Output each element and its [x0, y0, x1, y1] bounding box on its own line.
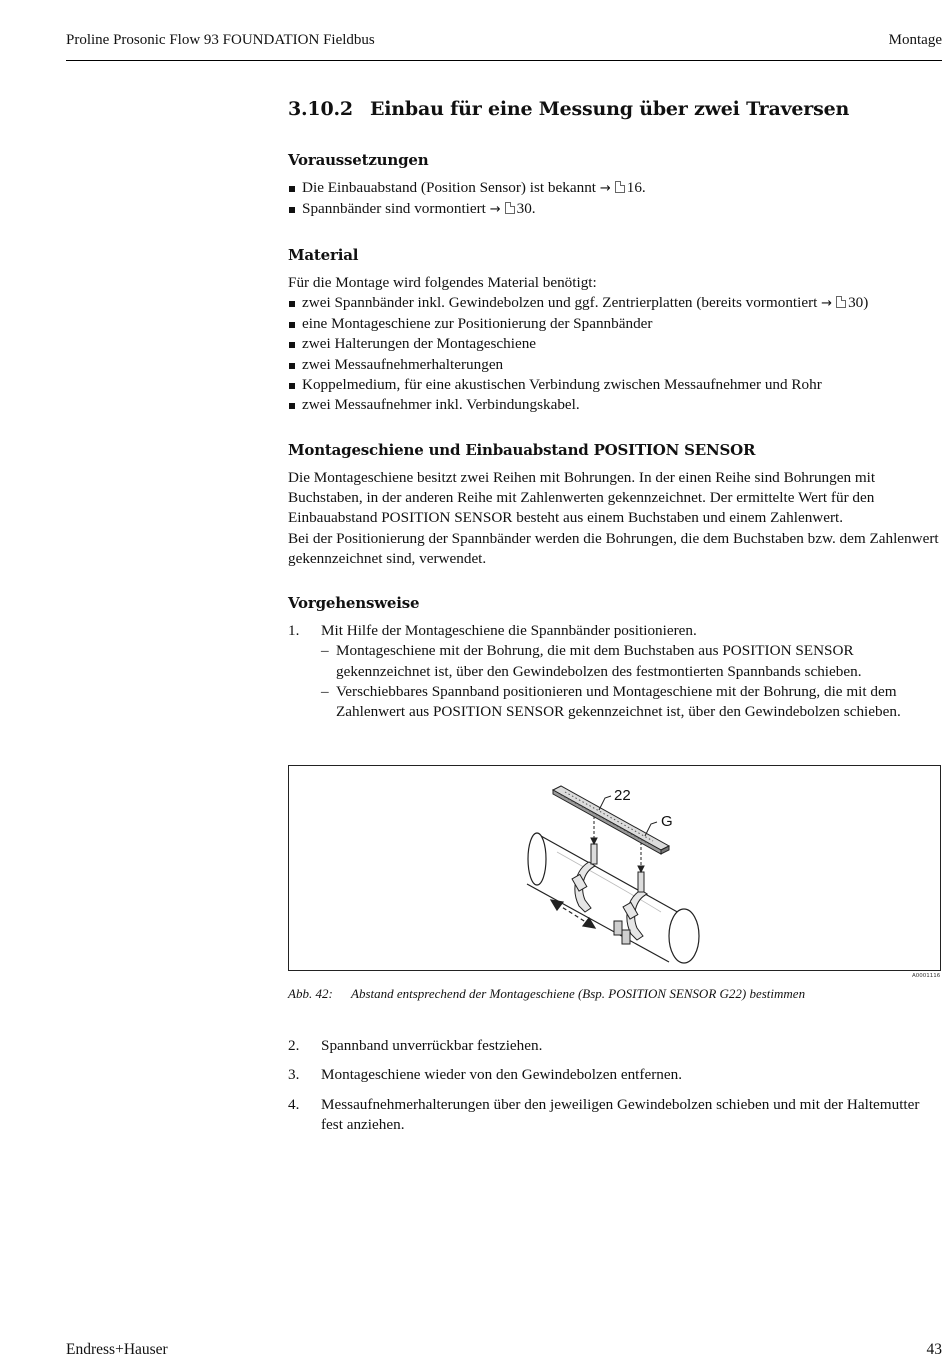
list-item — [288, 293, 944, 314]
figure-caption — [288, 986, 805, 1002]
prerequisites-heading: Voraussetzungen — [288, 151, 429, 169]
procedure-section — [288, 593, 944, 722]
step-number: 4. — [288, 1095, 300, 1113]
step-number: 1. — [288, 622, 300, 640]
section-number: 3.10.2 — [288, 98, 353, 120]
section-title: Einbau für eine Messung über zwei Traversen — [370, 98, 850, 120]
page-ref-icon — [505, 202, 515, 214]
caption-number: Abb. 42: — [288, 986, 333, 1001]
pipe-drawing — [527, 833, 699, 963]
page-reference[interactable]: 16 — [626, 179, 642, 196]
procedure-steps — [288, 621, 944, 722]
list-item-text: Die Einbauabstand (Position Sensor) ist bekannt — [302, 179, 597, 196]
step-list — [288, 1036, 944, 1135]
list-item: zwei Messaufnehmerhalterungen — [288, 355, 944, 375]
page-reference[interactable]: 30 — [848, 293, 864, 311]
material-heading: Material — [288, 245, 359, 264]
page-number: 43 — [926, 1341, 942, 1358]
sub-step: – Montageschiene mit der Bohrung, die mit dem Buchstaben aus POSITION SENSOR gekennzeichnet ist, über den Gewindebolzen des festmontierten Spannbands schieben. — [321, 641, 944, 682]
header-rule — [66, 60, 942, 61]
procedure-heading: Vorgehensweise — [288, 594, 420, 613]
rail-paragraph-2: Bei der Positionierung der Spannbänder werden die Bohrungen, die dem Buchstaben bzw. dem Zahlenwert gekennzeichnet sind, verwendet. — [288, 529, 939, 567]
list-item — [288, 199, 944, 220]
callout-label-22: 22 — [614, 787, 631, 804]
list-item: zwei Messaufnehmer inkl. Verbindungskabel. — [288, 395, 944, 415]
step-item — [288, 1065, 944, 1085]
page-ref-icon — [836, 296, 846, 308]
running-header-title: Proline Prosonic Flow 93 FOUNDATION Fieldbus — [66, 32, 375, 48]
step-number: 3. — [288, 1066, 300, 1084]
list-item: zwei Halterungen der Montageschiene — [288, 334, 944, 354]
step-text: Spannband unverrückbar festziehen. — [321, 1037, 543, 1054]
list-item-tail: . — [641, 179, 646, 196]
list-item: eine Montageschiene zur Positionierung der Spannbänder — [288, 314, 944, 334]
page-reference[interactable]: 30 — [516, 200, 532, 218]
rail-paragraph-1: Die Montageschiene besitzt zwei Reihen mit Bohrungen. In der einen Reihe sind Bohrungen mit Buchstaben, in der anderen Reihe mit Zahlenwerten gekennzeichnet. Der ermittelte Wert für den Einbauabstand POSITION SENSOR besteht aus einem Buchstaben und einem Zahlenwert. — [288, 468, 876, 527]
caption-text: Abstand entsprechend der Montageschiene (Bsp. POSITION SENSOR G22) bestimmen — [351, 986, 806, 1001]
list-item-tail: ) — [863, 293, 869, 311]
running-header-chapter: Montage — [888, 32, 942, 48]
step-item — [288, 1095, 944, 1136]
list-item-text: zwei Spannbänder inkl. Gewindebolzen und ggf. Zentrierplatten (bereits vormontiert — [302, 293, 818, 311]
arrow-icon: → — [599, 181, 611, 196]
rail-heading: Montageschiene und Einbauabstand POSITION SENSOR — [288, 440, 756, 459]
step-item — [288, 621, 944, 722]
step-text: Montageschiene wieder von den Gewindebolzen entfernen. — [321, 1066, 682, 1084]
prerequisites-list — [288, 178, 944, 221]
list-item-tail: . — [531, 200, 536, 218]
footer-company: Endress+Hauser — [66, 1341, 168, 1358]
material-intro: Für die Montage wird folgendes Material benötigt: — [288, 273, 597, 291]
material-section — [288, 245, 944, 416]
arrow-icon: → — [821, 295, 833, 311]
figure-id: A0001116 — [912, 973, 941, 979]
sub-step: – Verschiebbares Spannband positionieren und Montageschiene mit der Bohrung, die mit dem Zahlenwert aus POSITION SENSOR gekennzeichnet ist, über den Gewindebolzen schieben. — [321, 682, 944, 723]
list-item — [288, 178, 944, 199]
material-list — [288, 293, 944, 416]
step-text: Mit Hilfe der Montageschiene die Spannbänder positionieren. — [321, 622, 697, 640]
figure-box — [288, 765, 941, 971]
main-content — [288, 96, 944, 747]
procedure-steps-continued — [288, 1036, 944, 1144]
rail-section — [288, 440, 944, 569]
callout-label-g: G — [661, 813, 673, 830]
step-item — [288, 1036, 944, 1056]
section-heading — [288, 96, 944, 122]
page-ref-icon — [615, 181, 625, 193]
step-number: 2. — [288, 1037, 300, 1054]
arrow-icon: → — [489, 202, 501, 218]
list-item-text: Spannbänder sind vormontiert — [302, 200, 486, 218]
list-item: Koppelmedium, für eine akustischen Verbindung zwischen Messaufnehmer und Rohr — [288, 375, 944, 395]
mounting-rail-illustration — [289, 766, 940, 970]
step-text: Messaufnehmerhalterungen über den jeweiligen Gewindebolzen schieben und mit der Haltemutter fest anziehen. — [321, 1095, 920, 1133]
prerequisites-section — [288, 150, 944, 221]
